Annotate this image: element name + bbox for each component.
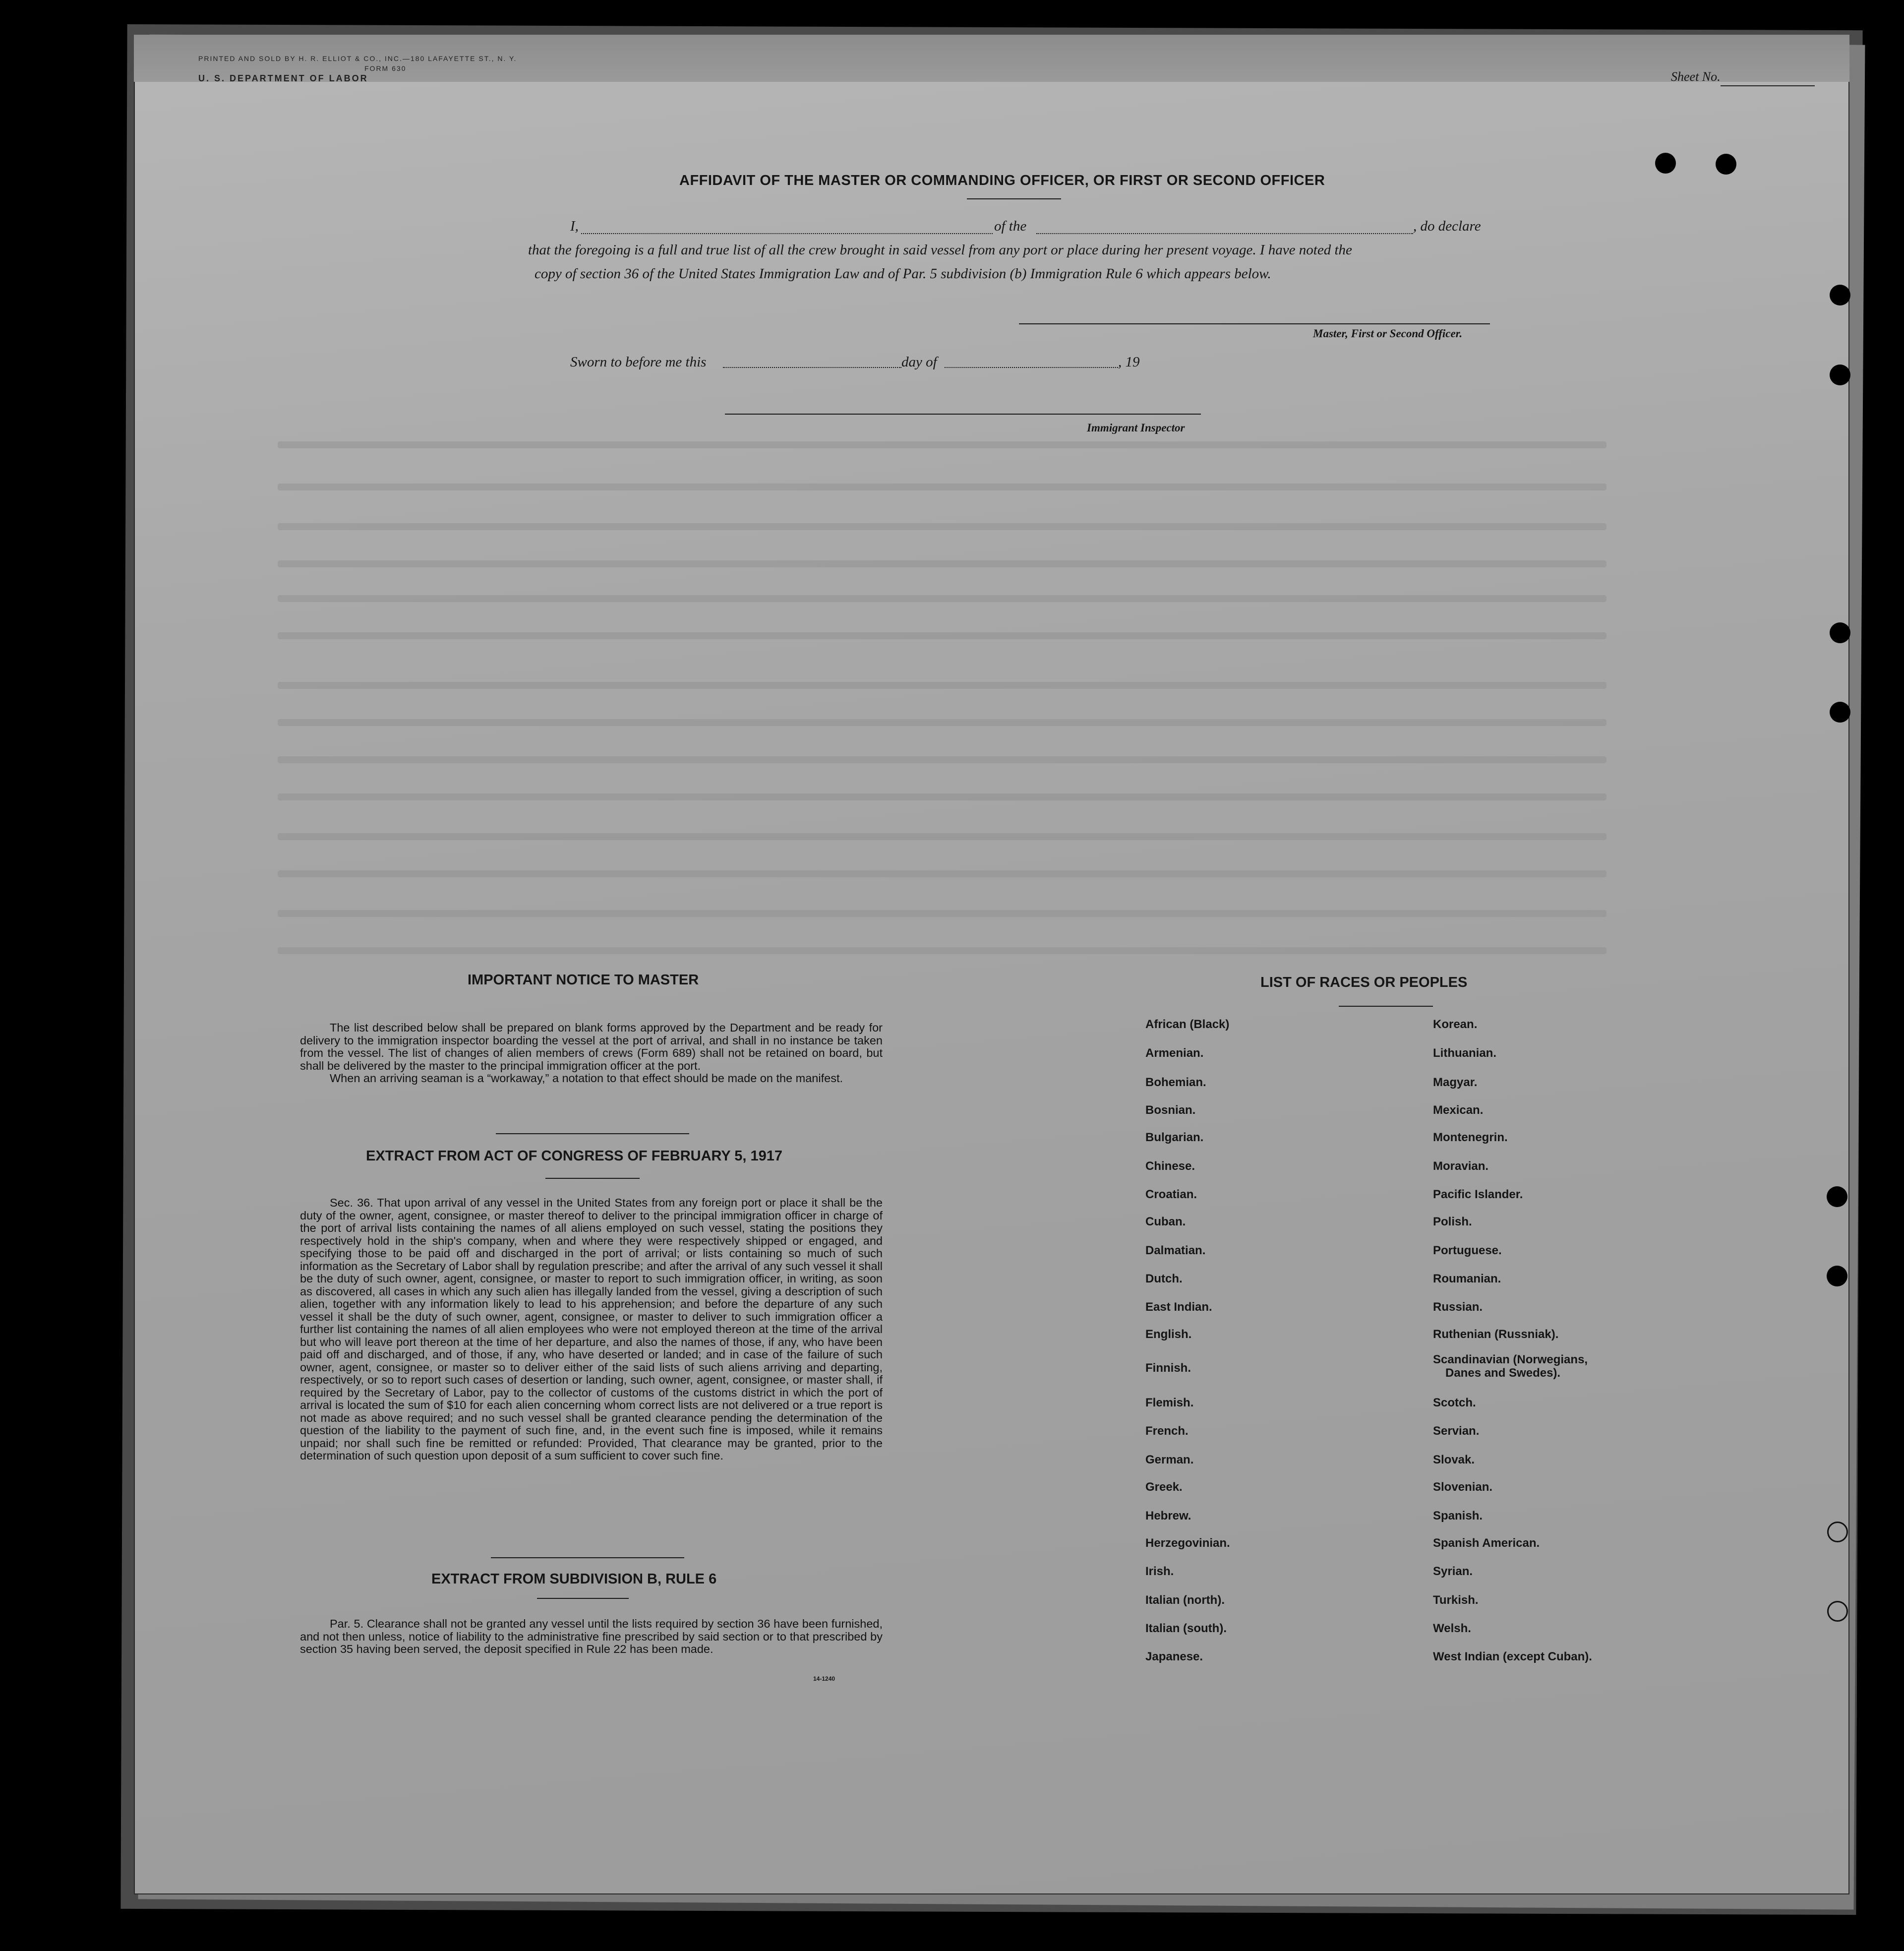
race-item: Italian (north).	[1145, 1593, 1225, 1607]
race-item: Roumanian.	[1433, 1272, 1501, 1285]
race-item: Croatian.	[1145, 1188, 1197, 1201]
bleed-through-row	[278, 682, 1606, 689]
race-item: Korean.	[1433, 1018, 1478, 1031]
bleed-through-row	[278, 719, 1606, 726]
name-blank[interactable]	[581, 233, 993, 234]
act-extract-title: EXTRACT FROM ACT OF CONGRESS OF FEBRUARY 5, 1917	[366, 1148, 783, 1164]
bleed-through-row	[278, 833, 1606, 840]
notice-paragraph-1: The list described below shall be prepared on blank forms approved by the Department and be ready for delivery to the immigration inspector boarding the vessel at the port of arrival, and shall in no instance be taken from the vessel. The list of changes of alien members of crews (Form 689) shall not be retained on board, but shall be delivered by the master to the principal immigration officer at the port.	[300, 1021, 883, 1072]
inspector-signature-line[interactable]	[725, 414, 1201, 415]
race-item: Ruthenian (Russniak).	[1433, 1328, 1559, 1341]
bleed-through-row	[278, 595, 1606, 602]
punch-hole	[1830, 702, 1850, 723]
race-item: Bosnian.	[1145, 1103, 1196, 1117]
act-section-36: Sec. 36. That upon arrival of any vessel in the United States from any foreign port or place it shall be the duty of the owner, agent, consignee, or master thereof to deliver to the principal immigration officer in charge of the port of arrival lists containing the names of all aliens employed on such vessel, stating the positions they respectively hold in the ship's company, when and where they were respectively shipped or engaged, and specifying those to be paid off and discharged in the port of arrival; or lists containing so much of such information as the Secretary of Labor shall by regulation prescribe; and after the arrival of any such vessel it shall be the duty of such owner, agent, consignee, or master to report to such immigration officer, in writing, as soon as discovered, all cases in which any such alien has illegally landed from the vessel, giving a description of such alien, together with any information likely to lead to his apprehension; and before the departure of any such vessel it shall be the duty of such owner, agent, consignee, or master to deliver to such immigration officer a further list containing the names of all alien employees who were not employed thereon at the time of the arrival but who will leave port thereon at the time of her departure, and also the names of those, if any, who have been paid off and discharged, and of those, if any, who have deserted or landed; and in case of the failure of such owner, agent, consignee, or master so to deliver either of the said lists of such aliens arriving and departing, respectively, or so to report such cases of desertion or landing, such owner, agent, consignee, or master shall, if required by the Secretary of Labor, pay to the collector of customs of the customs district in which the port of arrival is located the sum of $10 for each alien concerning whom correct lists are not delivered or a true report is not made as above required; and no such vessel shall be granted clearance pending the determination of the question of the liability to the payment of such fine, and, in the event such fine is imposed, while it remains unpaid; nor shall such fine be remitted or refunded: Provided, That clearance may be granted, prior to the determination of such question upon deposit of a sum sufficient to cover such fine.	[300, 1196, 883, 1462]
notice-text	[300, 1022, 883, 1085]
race-item: Danes and Swedes).	[1445, 1366, 1561, 1380]
punch-hole	[1827, 1601, 1848, 1622]
inspector-caption: Immigrant Inspector	[1087, 422, 1185, 434]
races-divider	[1339, 1006, 1433, 1007]
form-code: 14-1240	[813, 1675, 835, 1682]
race-item: West Indian (except Cuban).	[1433, 1650, 1592, 1663]
bleed-through-row	[278, 910, 1606, 917]
race-item: Lithuanian.	[1433, 1046, 1496, 1060]
race-item: Montenegrin.	[1433, 1131, 1508, 1144]
form-number: FORM 630	[364, 64, 407, 72]
race-item: French.	[1145, 1424, 1189, 1438]
printer-line: PRINTED AND SOLD BY H. R. ELLIOT & CO., INC.—180 LAFAYETTE ST., N. Y.	[198, 55, 517, 62]
race-item: Dutch.	[1145, 1272, 1183, 1285]
bleed-through-row	[278, 441, 1606, 448]
race-item: Armenian.	[1145, 1046, 1204, 1060]
race-item: Russian.	[1433, 1300, 1483, 1314]
section-divider	[491, 1557, 684, 1558]
punch-hole	[1830, 365, 1850, 385]
race-item: Spanish American.	[1433, 1536, 1540, 1550]
race-item: Slovenian.	[1433, 1480, 1493, 1494]
bleed-through-row	[278, 756, 1606, 763]
race-item: Hebrew.	[1145, 1509, 1191, 1523]
race-item: Bulgarian.	[1145, 1131, 1204, 1144]
department-name: U. S. DEPARTMENT OF LABOR	[198, 73, 368, 83]
master-signature-caption: Master, First or Second Officer.	[1313, 327, 1463, 340]
race-item: Moravian.	[1433, 1159, 1489, 1173]
section-divider	[496, 1133, 689, 1134]
race-item: Japanese.	[1145, 1650, 1203, 1663]
punch-hole	[1830, 622, 1850, 643]
bleed-through-row	[278, 870, 1606, 877]
punch-hole	[1827, 1186, 1847, 1207]
affidavit-i-label: I,	[570, 218, 579, 234]
race-item: Slovak.	[1433, 1453, 1475, 1466]
race-item: Irish.	[1145, 1565, 1174, 1578]
bleed-through-row	[278, 484, 1606, 490]
act-extract-text	[300, 1197, 883, 1463]
bleed-through-row	[278, 560, 1606, 567]
affidavit-do-declare: , do declare	[1413, 218, 1481, 234]
race-item: Finnish.	[1145, 1361, 1191, 1375]
punch-hole	[1827, 1266, 1847, 1286]
sworn-day-blank[interactable]	[723, 367, 901, 368]
year-label: , 19	[1118, 354, 1140, 370]
sheet-number-label: Sheet No.	[1671, 69, 1721, 84]
race-item: Syrian.	[1433, 1565, 1473, 1578]
race-item: Pacific Islander.	[1433, 1188, 1523, 1201]
day-of-label: day of	[901, 354, 937, 370]
notice-title: IMPORTANT NOTICE TO MASTER	[468, 972, 699, 988]
affidavit-line-2: that the foregoing is a full and true list of all the crew brought in said vessel from any port or place during her present voyage. I have noted the	[528, 242, 1352, 258]
race-item: Scandinavian (Norwegians,	[1433, 1353, 1588, 1366]
race-item: German.	[1145, 1453, 1194, 1466]
sworn-label: Sworn to before me this	[570, 354, 707, 370]
race-item: Chinese.	[1145, 1159, 1195, 1173]
sheet-number-line	[1721, 85, 1815, 86]
race-item: Flemish.	[1145, 1396, 1194, 1409]
affidavit-title: AFFIDAVIT OF THE MASTER OR COMMANDING OFFICER, OR FIRST OR SECOND OFFICER	[679, 173, 1325, 188]
race-item: Magyar.	[1433, 1076, 1478, 1089]
punch-hole	[1830, 285, 1850, 305]
rule-extract-text	[300, 1618, 883, 1656]
affidavit-of-the: of the	[994, 218, 1027, 234]
race-item: African (Black)	[1145, 1018, 1230, 1031]
title-divider	[967, 198, 1061, 199]
punch-hole	[1716, 154, 1736, 175]
race-item: Servian.	[1433, 1424, 1480, 1438]
section-divider	[537, 1598, 629, 1599]
notice-paragraph-2: When an arriving seaman is a “workaway,” a notation to that effect should be made on the manifest.	[330, 1072, 843, 1085]
sworn-month-blank[interactable]	[945, 367, 1118, 368]
race-item: Italian (south).	[1145, 1622, 1227, 1635]
race-item: Dalmatian.	[1145, 1244, 1206, 1257]
vessel-blank[interactable]	[1036, 233, 1413, 234]
race-item: Portuguese.	[1433, 1244, 1502, 1257]
race-item: East Indian.	[1145, 1300, 1212, 1314]
race-item: Mexican.	[1433, 1103, 1484, 1117]
affidavit-line-3: copy of section 36 of the United States Immigration Law and of Par. 5 subdivision (b) Immigration Rule 6 which appears below.	[535, 266, 1271, 282]
race-item: Welsh.	[1433, 1622, 1471, 1635]
race-item: Spanish.	[1433, 1509, 1483, 1523]
race-item: Greek.	[1145, 1480, 1183, 1494]
master-signature-line[interactable]	[1019, 323, 1490, 324]
bleed-through-row	[278, 947, 1606, 954]
rule-extract-title: EXTRACT FROM SUBDIVISION B, RULE 6	[431, 1571, 717, 1587]
race-item: Scotch.	[1433, 1396, 1476, 1409]
bleed-through-row	[278, 523, 1606, 530]
race-item: English.	[1145, 1328, 1192, 1341]
race-item: Bohemian.	[1145, 1076, 1206, 1089]
punch-hole	[1827, 1522, 1848, 1542]
rule-paragraph-5: Par. 5. Clearance shall not be granted any vessel until the lists required by section 36 have been furnished, and not then unless, notice of liability to the administrative fine prescribed by said section or to that prescribed by section 35 having been served, the deposit specified in Rule 22 has been made.	[300, 1617, 883, 1655]
section-divider	[545, 1178, 640, 1179]
race-item: Herzegovinian.	[1145, 1536, 1230, 1550]
races-title: LIST OF RACES OR PEOPLES	[1260, 975, 1468, 990]
punch-hole	[1655, 153, 1676, 174]
race-item: Polish.	[1433, 1215, 1472, 1228]
bleed-through-row	[278, 632, 1606, 639]
race-item: Turkish.	[1433, 1593, 1479, 1607]
bleed-through-row	[278, 793, 1606, 800]
race-item: Cuban.	[1145, 1215, 1186, 1228]
